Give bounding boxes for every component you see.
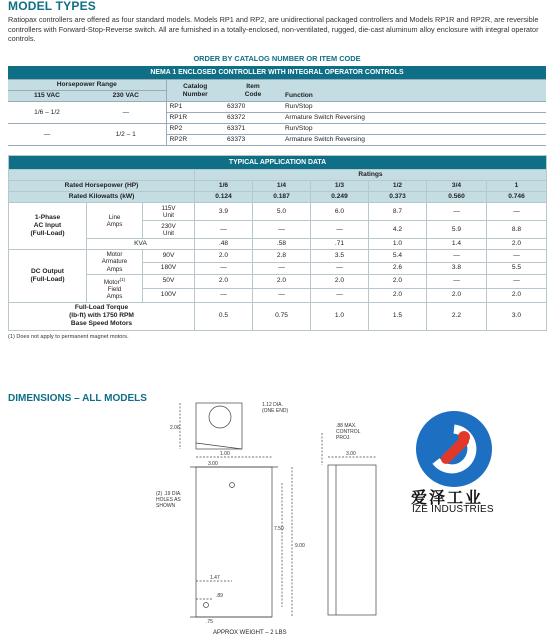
dimensions-heading: DIMENSIONS – ALL MODELS xyxy=(8,393,147,404)
value-cell: — xyxy=(195,262,253,274)
holes-label: SHOWN xyxy=(156,503,176,509)
value-cell: 2.0 xyxy=(427,288,487,302)
hp-cell: 3/4 xyxy=(427,181,487,192)
value-cell: — xyxy=(253,221,311,239)
hp115-group1: 1/6 – 1/2 xyxy=(8,102,86,124)
dim-147: 1.47 xyxy=(210,575,220,581)
motor-field-label xyxy=(87,274,143,302)
value-cell: 3.9 xyxy=(195,203,253,221)
dim-75: .75 xyxy=(206,619,213,625)
value-cell: — xyxy=(311,262,369,274)
function-cell: Armature Switch Reversing xyxy=(282,113,546,124)
motor-arm-line: Amps xyxy=(106,265,123,273)
controller-table xyxy=(8,66,546,147)
proj-label: CONTROL xyxy=(336,429,361,435)
hp-cell: 1/6 xyxy=(195,181,253,192)
value-cell: 5.9 xyxy=(427,221,487,239)
item-cell: 63371 xyxy=(224,124,282,135)
footnote-marker: (1) xyxy=(119,276,126,282)
rated-kw-label: Rated Kilowatts (kW) xyxy=(9,192,195,203)
value-cell: 1.0 xyxy=(369,239,427,250)
dc-group-line: DC Output xyxy=(31,267,64,275)
torque-line: (lb-ft) with 1750 RPM xyxy=(69,312,134,320)
v115-label xyxy=(143,203,195,221)
conduit-hole xyxy=(209,406,231,428)
order-heading: ORDER BY CATALOG NUMBER OR ITEM CODE xyxy=(193,53,361,63)
holes-label: (2) .19 DIA. xyxy=(156,491,182,497)
catalog-header-line2: Number xyxy=(182,90,208,98)
application-table xyxy=(8,155,547,330)
table-row xyxy=(9,302,547,330)
value-cell: 2.0 xyxy=(487,288,547,302)
logo-red-dot xyxy=(458,431,470,443)
value-cell: — xyxy=(427,203,487,221)
value-cell: 3.5 xyxy=(311,250,369,262)
table-row xyxy=(9,203,547,221)
v180-label: 180V xyxy=(143,262,195,274)
rated-hp-label: Rated Horsepower (HP) xyxy=(9,181,195,192)
value-cell: 2.0 xyxy=(311,274,369,288)
value-cell: .71 xyxy=(311,239,369,250)
value-cell: 2.0 xyxy=(369,274,427,288)
motor-arm-line: Armature xyxy=(101,258,128,266)
ac-group-line: 1-Phase xyxy=(34,214,61,222)
v230-line: 230V xyxy=(161,222,176,230)
item-cell: 63372 xyxy=(224,113,282,124)
hp-cell: 1/2 xyxy=(369,181,427,192)
kw-cell: 0.746 xyxy=(487,192,547,203)
mounting-hole xyxy=(204,603,209,608)
value-cell: 2.0 xyxy=(487,239,547,250)
motor-field-line: Field xyxy=(107,286,122,294)
value-cell: — xyxy=(427,274,487,288)
blank-header xyxy=(9,170,195,181)
function-cell: Run/Stop xyxy=(282,102,546,113)
catalog-header xyxy=(166,80,224,102)
col-115-header: 115 VAC xyxy=(8,91,86,102)
line-amps-line: Line xyxy=(108,213,121,221)
value-cell: 1.4 xyxy=(427,239,487,250)
function-header: Function xyxy=(282,80,546,102)
proj-label: .88 MAX. xyxy=(336,423,357,429)
value-cell: 5.5 xyxy=(487,262,547,274)
hp115-group2: — xyxy=(8,124,86,146)
kw-cell: 0.249 xyxy=(311,192,369,203)
motor-field-line: Amps xyxy=(106,293,123,301)
torque-line: Base Speed Motors xyxy=(70,320,133,328)
line-amps-line: Amps xyxy=(106,220,123,228)
value-cell: 4.2 xyxy=(369,221,427,239)
value-cell: .58 xyxy=(253,239,311,250)
function-cell: Armature Switch Reversing xyxy=(282,135,546,146)
value-cell: 3.0 xyxy=(487,302,547,330)
page-title: MODEL TYPES xyxy=(8,0,96,13)
table-row xyxy=(9,250,547,262)
value-cell: .48 xyxy=(195,239,253,250)
value-cell: 5.4 xyxy=(369,250,427,262)
kw-row xyxy=(9,192,547,203)
ratings-header: Ratings xyxy=(195,170,547,181)
value-cell: 8.7 xyxy=(369,203,427,221)
value-cell: — xyxy=(427,250,487,262)
dim-300a: 3.00 xyxy=(208,461,218,467)
torque-line: Full-Load Torque xyxy=(74,304,129,312)
hp230-group2: 1/2 – 1 xyxy=(86,124,166,146)
table1-banner: NEMA 1 ENCLOSED CONTROLLER WITH INTEGRAL OPERATOR CONTROLS xyxy=(8,66,546,80)
value-cell: 1.0 xyxy=(311,302,369,330)
value-cell: — xyxy=(253,262,311,274)
dim-750: 7.50 xyxy=(274,526,284,532)
kw-cell: 0.373 xyxy=(369,192,427,203)
torque-label xyxy=(9,302,195,330)
catalog-cell: RP1R xyxy=(166,113,224,124)
value-cell: 2.0 xyxy=(195,250,253,262)
proj-label: PROJ. xyxy=(336,435,351,441)
line-amps-label xyxy=(87,203,143,239)
hp230-group1: — xyxy=(86,102,166,124)
logo-english-text: IZE INDUSTRIES xyxy=(412,504,494,515)
table-row xyxy=(9,239,547,250)
value-cell: — xyxy=(195,288,253,302)
catalog-cell: RP2R xyxy=(166,135,224,146)
hole-label: 1.12 DIA. xyxy=(262,402,283,408)
dim-900: 9.00 xyxy=(295,543,305,549)
catalog-header-line1: Catalog xyxy=(183,82,208,90)
table-row xyxy=(8,124,546,135)
value-cell: 2.0 xyxy=(253,274,311,288)
kw-cell: 0.560 xyxy=(427,192,487,203)
v115-line: Unit xyxy=(162,211,174,219)
enclosure-front xyxy=(196,467,272,617)
mounting-bracket xyxy=(196,403,242,449)
table-row xyxy=(9,274,547,288)
hp-range-header: Horsepower Range xyxy=(8,80,166,91)
motor-field-line xyxy=(89,276,140,286)
ac-input-group xyxy=(9,203,87,250)
kw-cell: 0.124 xyxy=(195,192,253,203)
value-cell: — xyxy=(311,221,369,239)
approx-weight: APPROX WEIGHT – 2 LBS xyxy=(213,630,287,636)
v90-label: 90V xyxy=(143,250,195,262)
v230-label xyxy=(143,221,195,239)
dimension-drawing xyxy=(150,395,400,627)
dc-output-group xyxy=(9,250,87,302)
dim-89: .89 xyxy=(216,593,223,599)
function-cell: Run/Stop xyxy=(282,124,546,135)
value-cell: 2.6 xyxy=(369,262,427,274)
value-cell: — xyxy=(487,203,547,221)
value-cell: 1.5 xyxy=(369,302,427,330)
motor-field-word: Motor xyxy=(103,278,120,286)
dim-100: 1.00 xyxy=(220,451,230,457)
motor-armature-label xyxy=(87,250,143,275)
hp-cell: 1 xyxy=(487,181,547,192)
item-header-line2: Code xyxy=(244,90,262,98)
kva-label: KVA xyxy=(87,239,195,250)
v115-line: 115V xyxy=(161,204,176,212)
hp-row xyxy=(9,181,547,192)
dc-group-line: (Full-Load) xyxy=(30,275,65,283)
bracket-bend xyxy=(196,443,242,449)
item-cell: 63370 xyxy=(224,102,282,113)
value-cell: 3.8 xyxy=(427,262,487,274)
v230-line: Unit xyxy=(162,229,174,237)
item-header xyxy=(224,80,282,102)
dim-300b: 3.00 xyxy=(346,451,356,457)
motor-arm-line: Motor xyxy=(106,251,123,259)
mounting-hole xyxy=(230,483,235,488)
table2-banner: TYPICAL APPLICATION DATA xyxy=(9,156,547,170)
hp-cell: 1/3 xyxy=(311,181,369,192)
value-cell: — xyxy=(487,250,547,262)
value-cell: 0.5 xyxy=(195,302,253,330)
table-row xyxy=(8,102,546,113)
value-cell: 5.0 xyxy=(253,203,311,221)
intro-paragraph: Ratiopax controllers are offered as four standard models. Models RP1 and RP2, are unidirectional packaged controllers and Models RP1R and RP2R, are reversible controllers with Forward-Stop-Reverse switch. All are furnished in a totally-enclosed, non-ventilated, rugged, die-cast aluminum alloy enclosure with integral operator controls. xyxy=(8,15,539,44)
value-cell: 8.8 xyxy=(487,221,547,239)
col-230-header: 230 VAC xyxy=(86,91,166,102)
v50-label: 50V xyxy=(143,274,195,288)
value-cell: — xyxy=(487,274,547,288)
value-cell: 0.75 xyxy=(253,302,311,330)
item-cell: 63373 xyxy=(224,135,282,146)
holes-label: HOLES AS xyxy=(156,497,181,503)
kw-cell: 0.187 xyxy=(253,192,311,203)
footnote: (1) Does not apply to permanent magnet motors. xyxy=(8,333,129,340)
value-cell: — xyxy=(311,288,369,302)
ac-group-line: AC Input xyxy=(33,222,62,230)
ac-group-line: (Full-Load) xyxy=(30,230,65,238)
value-cell: 2.2 xyxy=(427,302,487,330)
value-cell: 2.8 xyxy=(253,250,311,262)
value-cell: 2.0 xyxy=(195,274,253,288)
hole-label: (ONE END) xyxy=(262,408,289,414)
hp-cell: 1/4 xyxy=(253,181,311,192)
item-header-line1: Item xyxy=(246,82,260,90)
value-cell: — xyxy=(195,221,253,239)
value-cell: — xyxy=(253,288,311,302)
v100-label: 100V xyxy=(143,288,195,302)
value-cell: 2.0 xyxy=(369,288,427,302)
dim-206: 2.06 xyxy=(170,425,180,431)
catalog-cell: RP2 xyxy=(166,124,224,135)
catalog-cell: RP1 xyxy=(166,102,224,113)
logo-chinese-text: 爱泽工业 xyxy=(411,488,484,507)
value-cell: 6.0 xyxy=(311,203,369,221)
enclosure-side xyxy=(328,465,376,615)
